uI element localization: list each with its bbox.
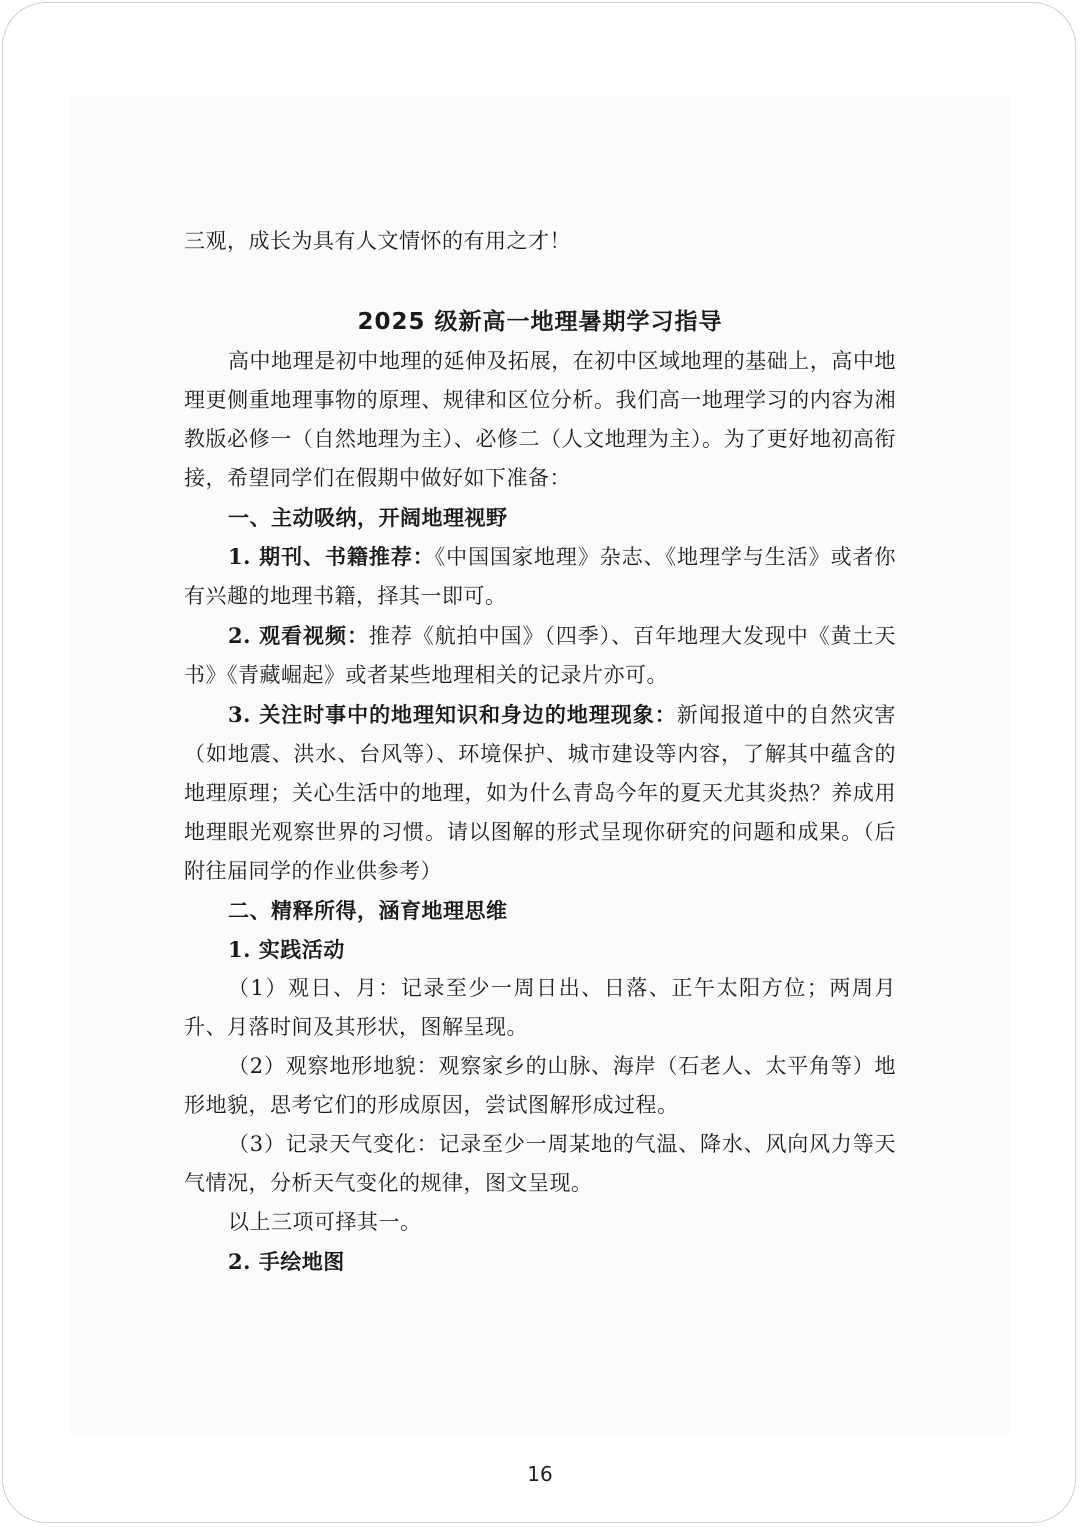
item-2-label: 2. 观看视频：	[228, 623, 369, 648]
item-1-label: 1. 期刊、书籍推荐：	[228, 544, 435, 569]
item-3-label: 3. 关注时事中的地理知识和身边的地理现象：	[228, 702, 677, 727]
item-1-text: 《中国国家地理》杂志、《地理学与生活》或者你有兴趣的地理书籍，择其一即可。	[184, 545, 897, 608]
document-page	[184, 222, 896, 1281]
subsection-1-heading: 1. 实践活动	[228, 937, 345, 962]
item-3-paragraph	[184, 695, 896, 891]
section-2-heading: 二、精释所得，涵育地理思维	[228, 898, 508, 923]
section-1-heading: 一、主动吸纳，开阔地理视野	[228, 505, 508, 530]
continuation-line: 三观，成长为具有人文情怀的有用之才！	[184, 229, 571, 253]
item-1-paragraph	[184, 537, 896, 616]
item-2-text: 推荐《航拍中国》（四季）、百年地理大发现中《黄土天书》《青藏崛起》或者某些地理相关的记录片亦可。	[184, 624, 897, 687]
choose-note: 以上三项可择其一。	[228, 1210, 422, 1234]
intro-paragraph: 高中地理是初中地理的延伸及拓展，在初中区域地理的基础上，高中地理更侧重地理事物的原理、规律和区位分析。我们高一地理学习的内容为湘教版必修一（自然地理为主）、必修二（人文地理为主）。为了更好地初高衔接，希望同学们在假期中做好如下准备：	[184, 349, 896, 490]
activity-2-paragraph: （2）观察地形地貌：观察家乡的山脉、海岸（石老人、太平角等）地形地貌，思考它们的形成原因，尝试图解形成过程。	[184, 1054, 896, 1117]
item-3-text: 新闻报道中的自然灾害（如地震、洪水、台风等）、环境保护、城市建设等内容，了解其中蕴含的地理原理；关心生活中的地理，如为什么青岛今年的夏天尤其炎热？养成用地理眼光观察世界的习惯。请以图解的形式呈现你研究的问题和成果。（后附往届同学的作业供参考）	[184, 703, 897, 883]
page-number: 16	[527, 1462, 553, 1486]
document-title: 2025 级新高一地理暑期学习指导	[357, 309, 723, 335]
activity-1-paragraph: （1）观日、月：记录至少一周日出、日落、正午太阳方位；两周月升、月落时间及其形状，图解呈现。	[184, 976, 896, 1039]
item-2-paragraph	[184, 616, 896, 695]
activity-3-paragraph: （3）记录天气变化：记录至少一周某地的气温、降水、风向风力等天气情况，分析天气变化的规律，图文呈现。	[184, 1132, 896, 1195]
subsection-2-heading: 2. 手绘地图	[228, 1249, 345, 1274]
